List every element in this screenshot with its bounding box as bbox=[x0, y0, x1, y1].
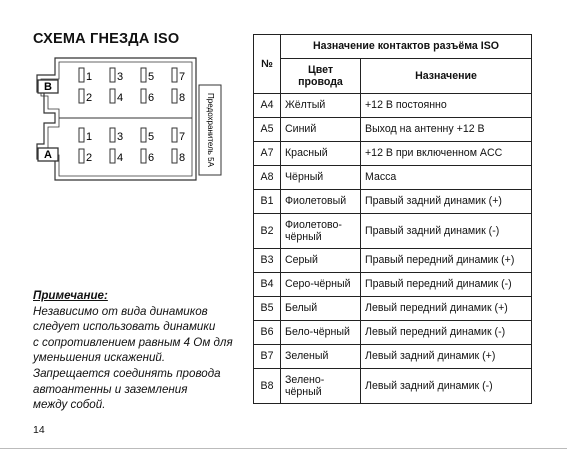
table-row bbox=[254, 369, 532, 404]
connector-a-pin-label: 4 bbox=[117, 152, 124, 164]
column-header-purpose: Назначение bbox=[361, 59, 532, 94]
pin-assignment-table bbox=[253, 34, 532, 404]
connector-a-pin-label: 2 bbox=[86, 152, 93, 164]
pin-cell: A7 bbox=[254, 142, 281, 166]
connector-a-pin-label: 1 bbox=[86, 131, 93, 143]
connector-a-pin-slot bbox=[172, 149, 177, 163]
color-cell: Бело-чёрный bbox=[281, 321, 361, 345]
table-row bbox=[254, 297, 532, 321]
purpose-cell: +12 В постоянно bbox=[361, 94, 532, 118]
color-cell: Синий bbox=[281, 118, 361, 142]
pin-cell: B7 bbox=[254, 345, 281, 369]
color-cell: Серо-чёрный bbox=[281, 273, 361, 297]
connector-b-pin-label: 5 bbox=[148, 71, 155, 83]
connector-b-pin-label: 1 bbox=[86, 71, 93, 83]
table-row bbox=[254, 273, 532, 297]
column-header-number: № bbox=[254, 35, 281, 94]
table-row bbox=[254, 94, 532, 118]
pin-cell: B5 bbox=[254, 297, 281, 321]
color-cell: Жёлтый bbox=[281, 94, 361, 118]
connector-b-pins bbox=[79, 68, 185, 104]
connector-b-pin-label: 3 bbox=[117, 71, 124, 83]
color-cell: Фиолетовый bbox=[281, 190, 361, 214]
connector-a-pin-slot bbox=[141, 128, 146, 142]
purpose-cell: Правый задний динамик (-) bbox=[361, 214, 532, 249]
page-title: СХЕМА ГНЕЗДА ISO bbox=[33, 31, 180, 47]
connector-b-pin-label: 7 bbox=[179, 71, 186, 83]
color-cell: Фиолетово-чёрный bbox=[281, 214, 361, 249]
note-block bbox=[33, 288, 248, 413]
connector-a-pin-slot bbox=[141, 149, 146, 163]
pin-cell: A8 bbox=[254, 166, 281, 190]
column-header-color: Цвет провода bbox=[281, 59, 361, 94]
connector-a-pins bbox=[79, 128, 185, 164]
note-line: с сопротивлением равным 4 Ом для bbox=[33, 335, 233, 349]
purpose-cell: Правый передний динамик (+) bbox=[361, 249, 532, 273]
table-row bbox=[254, 166, 532, 190]
purpose-cell: Выход на антенну +12 В bbox=[361, 118, 532, 142]
table-row bbox=[254, 321, 532, 345]
table-row bbox=[254, 214, 532, 249]
note-line: следует использовать динамики bbox=[33, 320, 216, 334]
table-row bbox=[254, 249, 532, 273]
table-row bbox=[254, 142, 532, 166]
table-row bbox=[254, 345, 532, 369]
pin-cell: B6 bbox=[254, 321, 281, 345]
connector-a-pin-slot bbox=[79, 128, 84, 142]
fuse-label: Предохранитель 5А bbox=[205, 93, 215, 167]
connector-a-pin-label: 7 bbox=[179, 131, 186, 143]
purpose-cell: Левый передний динамик (+) bbox=[361, 297, 532, 321]
note-title: Примечание: bbox=[33, 289, 108, 302]
purpose-cell: Левый передний динамик (-) bbox=[361, 321, 532, 345]
note-line: между собой. bbox=[33, 398, 106, 412]
note-line: Независимо от вида динамиков bbox=[33, 304, 208, 318]
purpose-cell: Правый передний динамик (-) bbox=[361, 273, 532, 297]
connector-b-pin-slot bbox=[141, 89, 146, 103]
connector-b-pin-slot bbox=[79, 68, 84, 82]
page-bottom-line bbox=[0, 448, 567, 449]
connector-b-pin-slot bbox=[172, 89, 177, 103]
pin-cell: B1 bbox=[254, 190, 281, 214]
connector-b-label: B bbox=[44, 81, 52, 93]
connector-a-pin-slot bbox=[110, 149, 115, 163]
connector-a-pin-slot bbox=[110, 128, 115, 142]
purpose-cell: Правый задний динамик (+) bbox=[361, 190, 532, 214]
connector-a-pin-label: 8 bbox=[179, 152, 186, 164]
pin-cell: B2 bbox=[254, 214, 281, 249]
table-row bbox=[254, 118, 532, 142]
connector-b-pin-slot bbox=[110, 89, 115, 103]
note-line: автоантенны и заземления bbox=[33, 382, 188, 396]
connector-b-pin-slot bbox=[110, 68, 115, 82]
connector-b-pin-label: 6 bbox=[148, 92, 155, 104]
purpose-cell: Левый задний динамик (-) bbox=[361, 369, 532, 404]
purpose-cell: Левый задний динамик (+) bbox=[361, 345, 532, 369]
connector-b-pin-slot bbox=[172, 68, 177, 82]
table-row bbox=[254, 190, 532, 214]
pin-cell: B3 bbox=[254, 249, 281, 273]
connector-b-pin-label: 8 bbox=[179, 92, 186, 104]
column-header-group: Назначение контактов разъёма ISO bbox=[281, 35, 532, 59]
color-cell: Белый bbox=[281, 297, 361, 321]
color-cell: Серый bbox=[281, 249, 361, 273]
connector-b-pin-slot bbox=[79, 89, 84, 103]
color-cell: Красный bbox=[281, 142, 361, 166]
pin-cell: B8 bbox=[254, 369, 281, 404]
note-line: уменьшения искажений. bbox=[33, 351, 166, 365]
connector-a-pin-label: 6 bbox=[148, 152, 155, 164]
connector-a-label: A bbox=[44, 149, 52, 161]
pin-cell: B4 bbox=[254, 273, 281, 297]
connector-a-pin-slot bbox=[79, 149, 84, 163]
color-cell: Зелено-чёрный bbox=[281, 369, 361, 404]
connector-a-pin-slot bbox=[172, 128, 177, 142]
connector-b-pin-label: 4 bbox=[117, 92, 124, 104]
iso-connector-diagram bbox=[33, 56, 225, 182]
connector-a-pin-label: 3 bbox=[117, 131, 124, 143]
connector-b-pin-slot bbox=[141, 68, 146, 82]
purpose-cell: Масса bbox=[361, 166, 532, 190]
pin-cell: A4 bbox=[254, 94, 281, 118]
color-cell: Зеленый bbox=[281, 345, 361, 369]
color-cell: Чёрный bbox=[281, 166, 361, 190]
note-line: Запрещается соединять провода bbox=[33, 366, 221, 380]
connector-b-pin-label: 2 bbox=[86, 92, 93, 104]
connector-a-pin-label: 5 bbox=[148, 131, 155, 143]
pin-cell: A5 bbox=[254, 118, 281, 142]
page-number: 14 bbox=[33, 424, 45, 436]
purpose-cell: +12 В при включенном ACC bbox=[361, 142, 532, 166]
